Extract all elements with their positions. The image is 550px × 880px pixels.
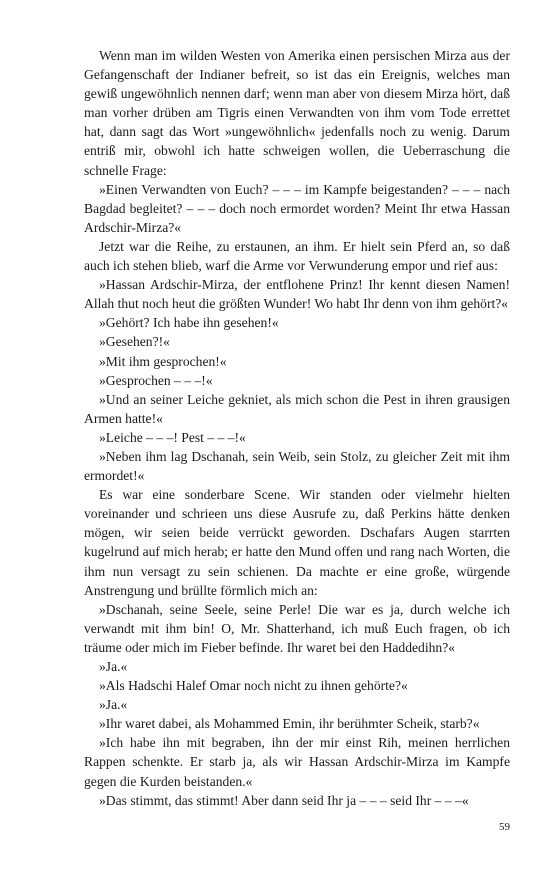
- paragraph: Jetzt war die Reihe, zu erstaunen, an ihm. Er hielt sein Pferd an, so daß auch ich stehen blieb, warf die Arme vor Verwunderung empor und rief aus:: [84, 238, 510, 274]
- paragraph: Wenn man im wilden Westen von Amerika einen persischen Mirza aus der Gefangenschaft der Indianer befreit, so ist das ein Ereignis, welches man gewiß ungewöhnlich nennen darf; wenn man aber von diesem Mirza hört, daß man vorher drüben am Tigris einen Verwandten von ihm vom Tode errettet hat, dann sagt das Wort »ungewöhnlich« jedenfalls noch zu wenig. Darum entriß mir, obwohl ich hatte schweigen wollen, die Ueberraschung die schnelle Frage:: [84, 48, 510, 178]
- paragraph: »Und an seiner Leiche gekniet, als mich schon die Pest in ihren grausigen Armen hatte!«: [84, 391, 510, 426]
- paragraph: »Ich habe ihn mit begraben, ihn der mir einst Rih, meinen herrlichen Rappen schenkte. Er starb ja, als wir Hassan Ardschir-Mirza im Kampfe gegen die Kurden beistanden.«: [84, 735, 510, 789]
- paragraph: »Mit ihm gesprochen!«: [99, 353, 227, 369]
- paragraph: »Das stimmt, das stimmt! Aber dann seid Ihr ja – – – seid Ihr – – –«: [99, 792, 469, 808]
- paragraph: »Neben ihm lag Dschanah, sein Weib, sein Stolz, zu gleicher Zeit mit ihm ermordet!«: [84, 448, 510, 484]
- paragraph: »Gesehen?!«: [99, 334, 170, 350]
- page-number: 59: [499, 821, 510, 833]
- page-body: [84, 46, 510, 810]
- paragraph: »Gehört? Ich habe ihn gesehen!«: [99, 315, 279, 331]
- paragraph: »Einen Verwandten von Euch? – – – im Kampfe beigestanden? – – – nach Bagdad begleitet? – – – doch noch ermordet worden? Meint Ihr etwa Hassan Ardschir-Mirza?«: [84, 181, 510, 235]
- paragraph: »Hassan Ardschir-Mirza, der entflohene Prinz! Ihr kennt diesen Namen! Allah thut noch heut die größten Wunder! Wo habt Ihr denn von ihm gehört?«: [84, 277, 510, 312]
- paragraph: »Ja.«: [99, 659, 128, 674]
- paragraph: Es war eine sonderbare Scene. Wir standen oder vielmehr hielten voreinander und schrieen uns diese Ausrufe zu, daß Perkins hätte denken mögen, wir seien beide verrückt geworden. Dschafars Augen starrten kugelrund auf mich herab; er hatte den Mund offen und rang nach Worten, die ihm nun versagt zu sein schienen. Da machte er eine große, würgende Anstrengung und brüllte förmlich mich an:: [84, 487, 510, 598]
- paragraph: »Gesprochen – – –!«: [99, 372, 213, 388]
- paragraph: »Ja.«: [99, 697, 128, 713]
- paragraph: »Als Hadschi Halef Omar noch nicht zu ihnen gehörte?«: [99, 678, 408, 694]
- paragraph: »Ihr waret dabei, als Mohammed Emin, ihr berühmter Scheik, starb?«: [99, 716, 480, 732]
- paragraph: »Dschanah, seine Seele, seine Perle! Die war es ja, durch welche ich verwandt mit ihm bin! O, Mr. Shatterhand, ich muß Euch fragen, ob ich träume oder mich im Fieber befinde. Ihr waret bei den Haddedihn?«: [84, 601, 510, 655]
- paragraph: »Leiche – – –! Pest – – –!«: [99, 429, 246, 445]
